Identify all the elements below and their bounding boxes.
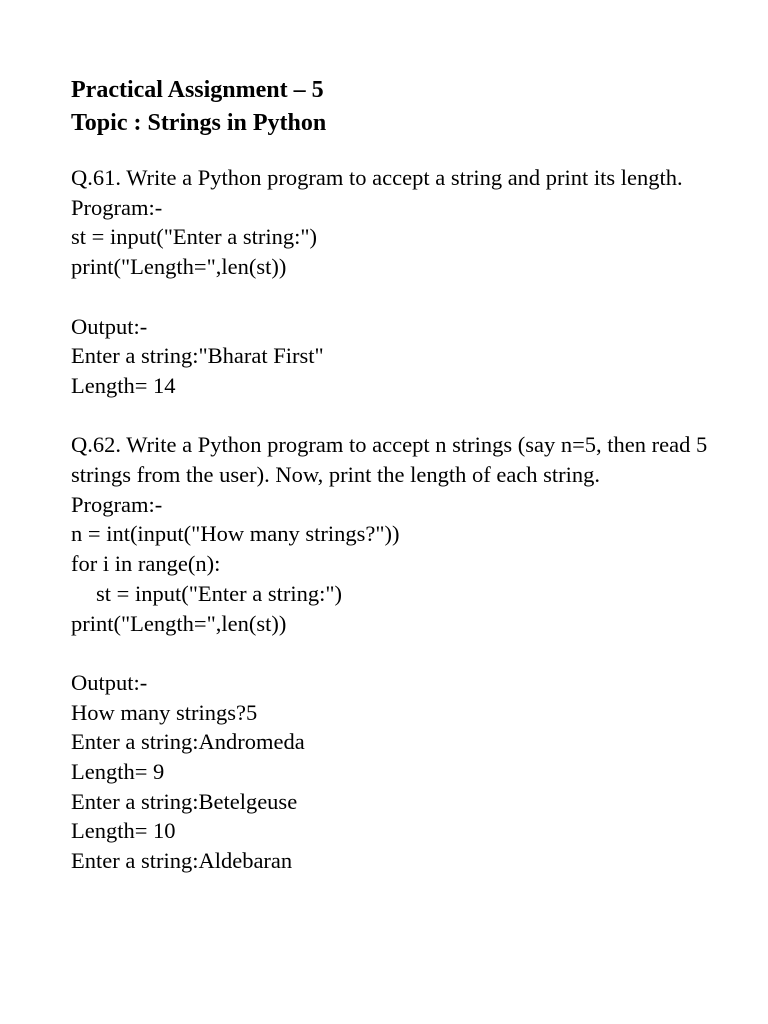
blank-line bbox=[71, 638, 711, 668]
output-line: How many strings?5 bbox=[71, 699, 258, 725]
topic-title: Topic : Strings in Python bbox=[71, 110, 327, 136]
code-line-indented: st = input("Enter a string:") bbox=[96, 580, 343, 606]
output-label: Output:- bbox=[71, 313, 148, 339]
output-line: Enter a string:"Bharat First" bbox=[71, 343, 324, 369]
assignment-title: Practical Assignment – 5 bbox=[71, 77, 324, 103]
output-label: Output:- bbox=[71, 669, 148, 695]
code-line: st = input("Enter a string:") bbox=[71, 224, 318, 250]
spacer bbox=[71, 140, 711, 163]
blank-line bbox=[71, 401, 711, 431]
output-line: Enter a string:Aldebaran bbox=[71, 848, 293, 874]
question-62-text: Q.62. Write a Python program to accept n strings (say n=5, then read 5 strings from the user). Now, print the length of each string. bbox=[71, 432, 708, 487]
output-line: Length= 10 bbox=[71, 818, 176, 844]
document-page bbox=[71, 74, 711, 876]
blank-line bbox=[71, 282, 711, 312]
question-62-section bbox=[71, 430, 711, 876]
output-line: Enter a string:Betelgeuse bbox=[71, 788, 298, 814]
code-line: print("Length=",len(st)) bbox=[71, 254, 287, 280]
code-line: print("Length=",len(st)) bbox=[71, 610, 287, 636]
program-label: Program:- bbox=[71, 194, 163, 220]
code-line: n = int(input("How many strings?")) bbox=[71, 521, 400, 547]
program-label: Program:- bbox=[71, 491, 163, 517]
output-line: Enter a string:Andromeda bbox=[71, 729, 305, 755]
output-line: Length= 14 bbox=[71, 372, 176, 398]
output-line: Length= 9 bbox=[71, 759, 165, 785]
code-line: for i in range(n): bbox=[71, 551, 221, 577]
question-61-text: Q.61. Write a Python program to accept a string and print its length. bbox=[71, 165, 683, 190]
question-61-section bbox=[71, 163, 711, 430]
